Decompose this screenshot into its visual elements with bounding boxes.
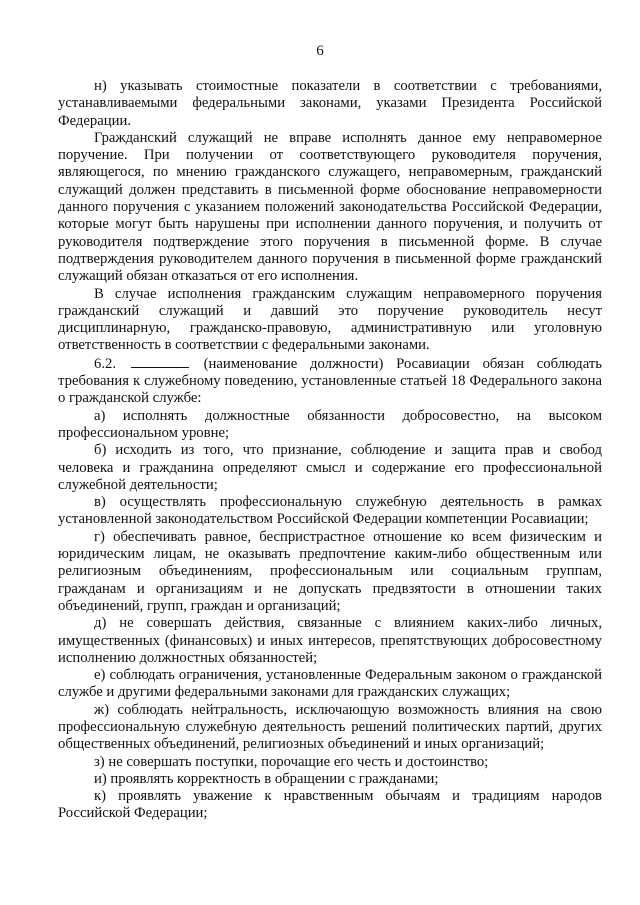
clause-number: 6.2.	[94, 355, 117, 372]
paragraph-responsibility: В случае исполнения гражданским служащим неправомерного поручения гражданский служащий и давший это поручение руководитель несут дисциплинарную, гражданско-правовую, административную или уголовную ответственность в соответствии с федеральными законами.	[58, 285, 602, 354]
clause-6-2	[58, 355, 602, 408]
list-item-v: в) осуществлять профессиональную служебную деятельность в рамках установленной законодательством Российской Федерации компетенции Росавиации;	[58, 494, 602, 528]
page-number: 6	[316, 43, 324, 59]
list-item-zh: ж) соблюдать нейтральность, исключающую возможность влияния на свою профессиональную служебную деятельность решений политических партий, других общественных объединений, религиозных объединений и иных организаций;	[58, 701, 602, 753]
paragraph-item-n: н) указывать стоимостные показатели в соответствии с требованиями, устанавливаемыми федеральными законами, указами Президента Российской Федерации.	[58, 78, 602, 129]
list-item-b: б) исходить из того, что признание, соблюдение и защита прав и свобод человека и гражданина определяют смысл и содержание его профессиональной служебной деятельности;	[58, 442, 602, 493]
list-item-e: е) соблюдать ограничения, установленные Федеральным законом о гражданской службе и другими федеральными законами для гражданских служащих;	[58, 667, 602, 701]
list-item-z: з) не совершать поступки, порочащие его честь и достоинство;	[94, 753, 489, 770]
list-item-g: г) обеспечивать равное, беспристрастное отношение ко всем физическим и юридическим лицам, не оказывать предпочтение каким-либо общественным или религиозным объединениям, профессиональным или социальным группам, гражданам и организациям и не допускать предвзятости в отношении таких объединений, групп, граждан и организаций;	[58, 528, 602, 614]
position-blank-line	[131, 355, 189, 368]
clause-text: (наименование должности) Росавиации обязан соблюдать требования к служебному поведению, установленные статьей 18 Федерального закона о гражданской службе:	[58, 355, 602, 407]
list-item-a: а) исполнять должностные обязанности добросовестно, на высоком профессиональном уровне;	[58, 407, 602, 441]
paragraph-unlawful-order: Гражданский служащий не вправе исполнять данное ему неправомерное поручение. При получении от соответствующего руководителя поручения, являющегося, по мнению гражданского служащего, неправомерным, гражданский служащий должен представить в письменной форме обоснование неправомерности данного поручения с указанием положений законодательства Российской Федерации, которые могут быть нарушены при исполнении данного поручения, и получить от руководителя подтверждение этого поручения в письменной форме. В случае подтверждения руководителем данного поручения в письменной форме гражданский служащий обязан отказаться от его исполнения.	[58, 129, 602, 285]
list-item-k: к) проявлять уважение к нравственным обычаям и традициям народов Российской Федерации;	[58, 788, 602, 822]
document-body	[58, 78, 602, 823]
list-item-d: д) не совершать действия, связанные с влиянием каких-либо личных, имущественных (финансовых) и иных интересов, препятствующих добросовестному исполнению должностных обязанностей;	[58, 615, 602, 666]
list-item-i: и) проявлять корректность в обращении с гражданами;	[94, 770, 439, 787]
